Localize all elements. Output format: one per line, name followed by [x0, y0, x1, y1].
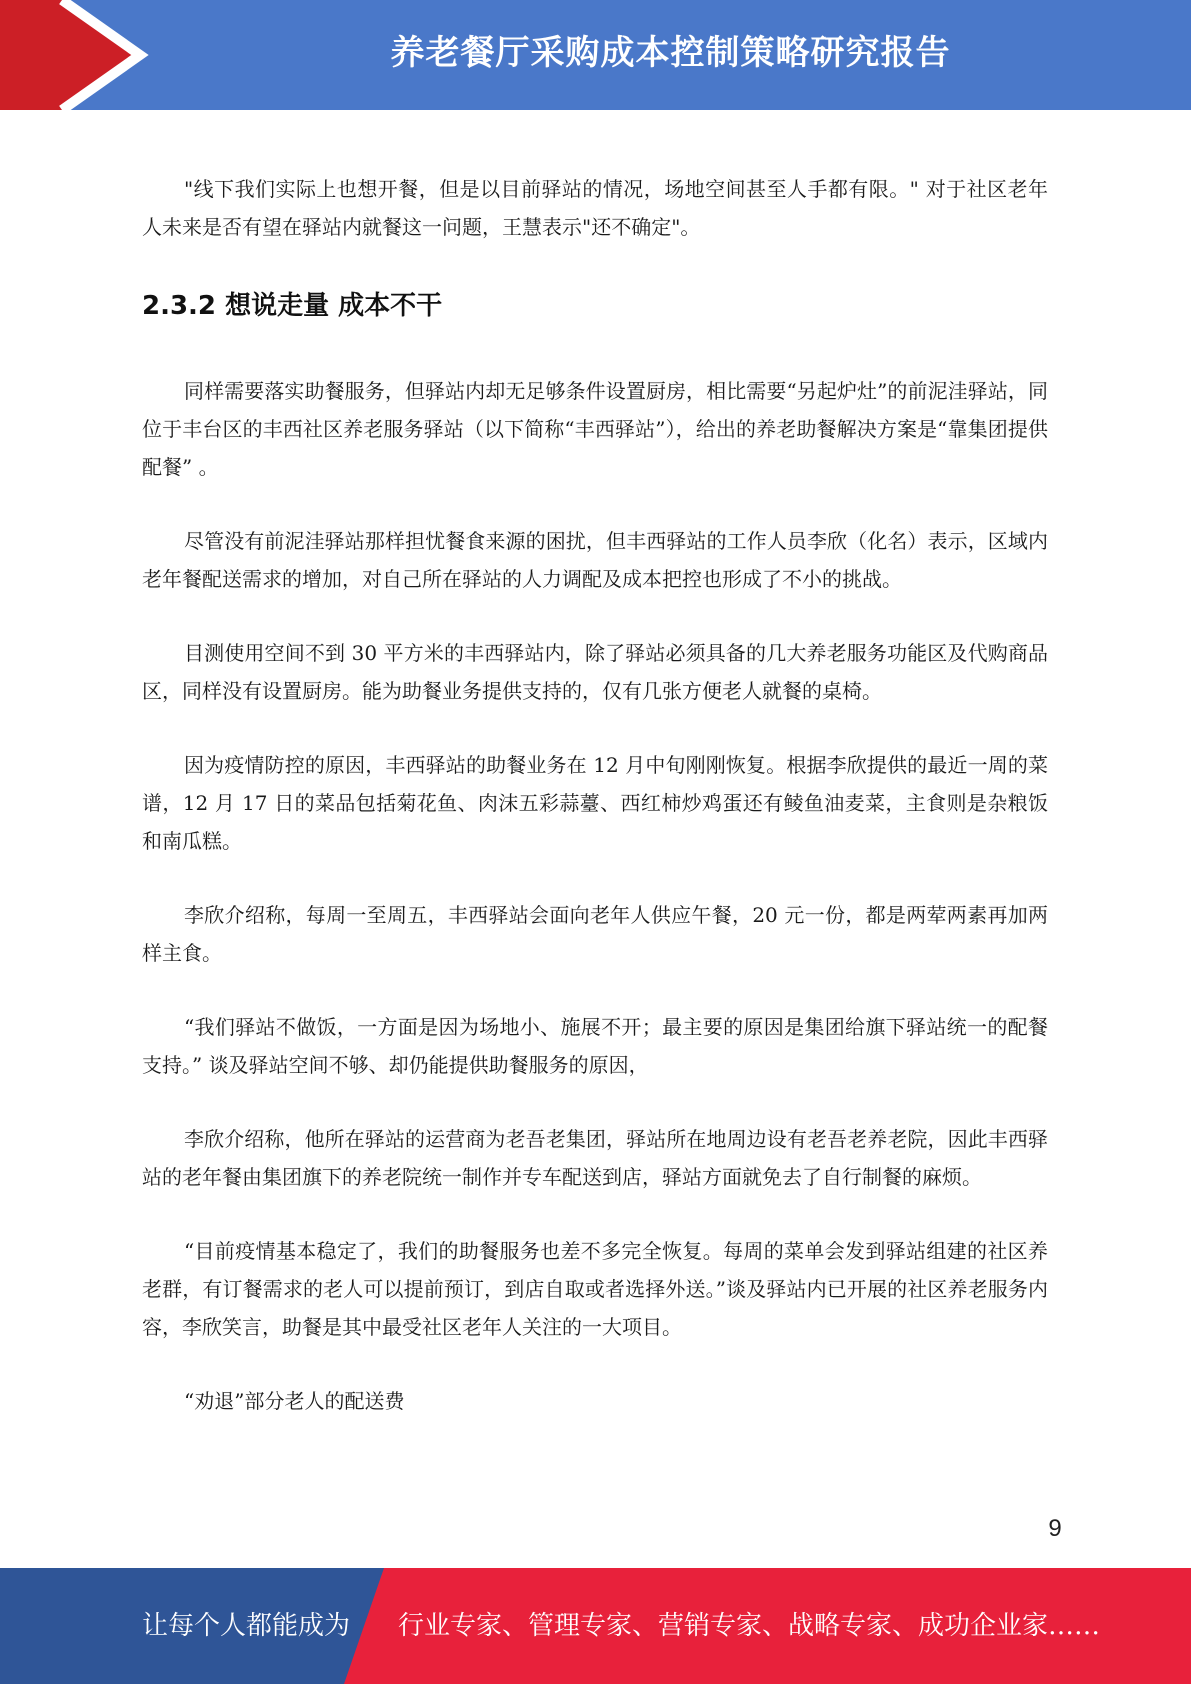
- intro-paragraph: "线下我们实际上也想开餐，但是以目前驿站的情况，场地空间甚至人手都有限。" 对于社区老年人未来是否有望在驿站内就餐这一问题，王慧表示"还不确定"。: [142, 177, 1048, 239]
- body-paragraph: 同样需要落实助餐服务，但驿站内却无足够条件设置厨房，相比需要“另起炉灶”的前泥洼驿站，同位于丰台区的丰西社区养老服务驿站（以下简称“丰西驿站”），给出的养老助餐解决方案是“靠集团提供配餐” 。: [142, 379, 1048, 479]
- page-body: [142, 170, 1048, 1420]
- footer-slogan-right: 行业专家、管理专家、营销专家、战略专家、成功企业家……: [398, 1611, 1101, 1641]
- page-number: 9: [1048, 1515, 1062, 1542]
- body-paragraph: 尽管没有前泥洼驿站那样担忧餐食来源的困扰，但丰西驿站的工作人员李欣（化名）表示，区域内老年餐配送需求的增加，对自己所在驿站的人力调配及成本把控也形成了不小的挑战。: [142, 529, 1048, 591]
- body-paragraph: 李欣介绍称，每周一至周五，丰西驿站会面向老年人供应午餐，20 元一份，都是两荤两素再加两样主食。: [142, 903, 1048, 965]
- chevron-arrow-icon: [0, 0, 160, 110]
- footer-banner: [0, 1568, 1191, 1684]
- body-paragraph: “目前疫情基本稳定了，我们的助餐服务也差不多完全恢复。每周的菜单会发到驿站组建的社区养老群，有订餐需求的老人可以提前预订，到店自取或者选择外送。”谈及驿站内已开展的社区养老服务内容，李欣笑言，助餐是其中最受社区老年人关注的一大项目。: [142, 1239, 1048, 1339]
- report-title: 养老餐厅采购成本控制策略研究报告: [390, 33, 951, 73]
- body-paragraph: 因为疫情防控的原因，丰西驿站的助餐业务在 12 月中旬刚刚恢复。根据李欣提供的最近一周的菜谱，12 月 17 日的菜品包括菊花鱼、肉沫五彩蒜薹、西红柿炒鸡蛋还有鲮鱼油麦菜，主食则是杂粮饭和南瓜糕。: [142, 753, 1048, 853]
- subheading-paragraph: “劝退”部分老人的配送费: [184, 1389, 405, 1413]
- section-heading: 2.3.2 想说走量 成本不干: [142, 291, 443, 321]
- body-paragraph: 李欣介绍称，他所在驿站的运营商为老吾老集团，驿站所在地周边设有老吾老养老院，因此丰西驿站的老年餐由集团旗下的养老院统一制作并专车配送到店，驿站方面就免去了自行制餐的麻烦。: [142, 1127, 1048, 1189]
- footer-slogan-left: 让每个人都能成为: [142, 1611, 351, 1641]
- body-paragraph: 目测使用空间不到 30 平方米的丰西驿站内，除了驿站必须具备的几大养老服务功能区及代购商品区，同样没有设置厨房。能为助餐业务提供支持的，仅有几张方便老人就餐的桌椅。: [142, 641, 1048, 703]
- body-paragraph: “我们驿站不做饭，一方面是因为场地小、施展不开；最主要的原因是集团给旗下驿站统一的配餐支持。” 谈及驿站空间不够、却仍能提供助餐服务的原因，: [142, 1015, 1048, 1077]
- header-banner: [0, 0, 1191, 110]
